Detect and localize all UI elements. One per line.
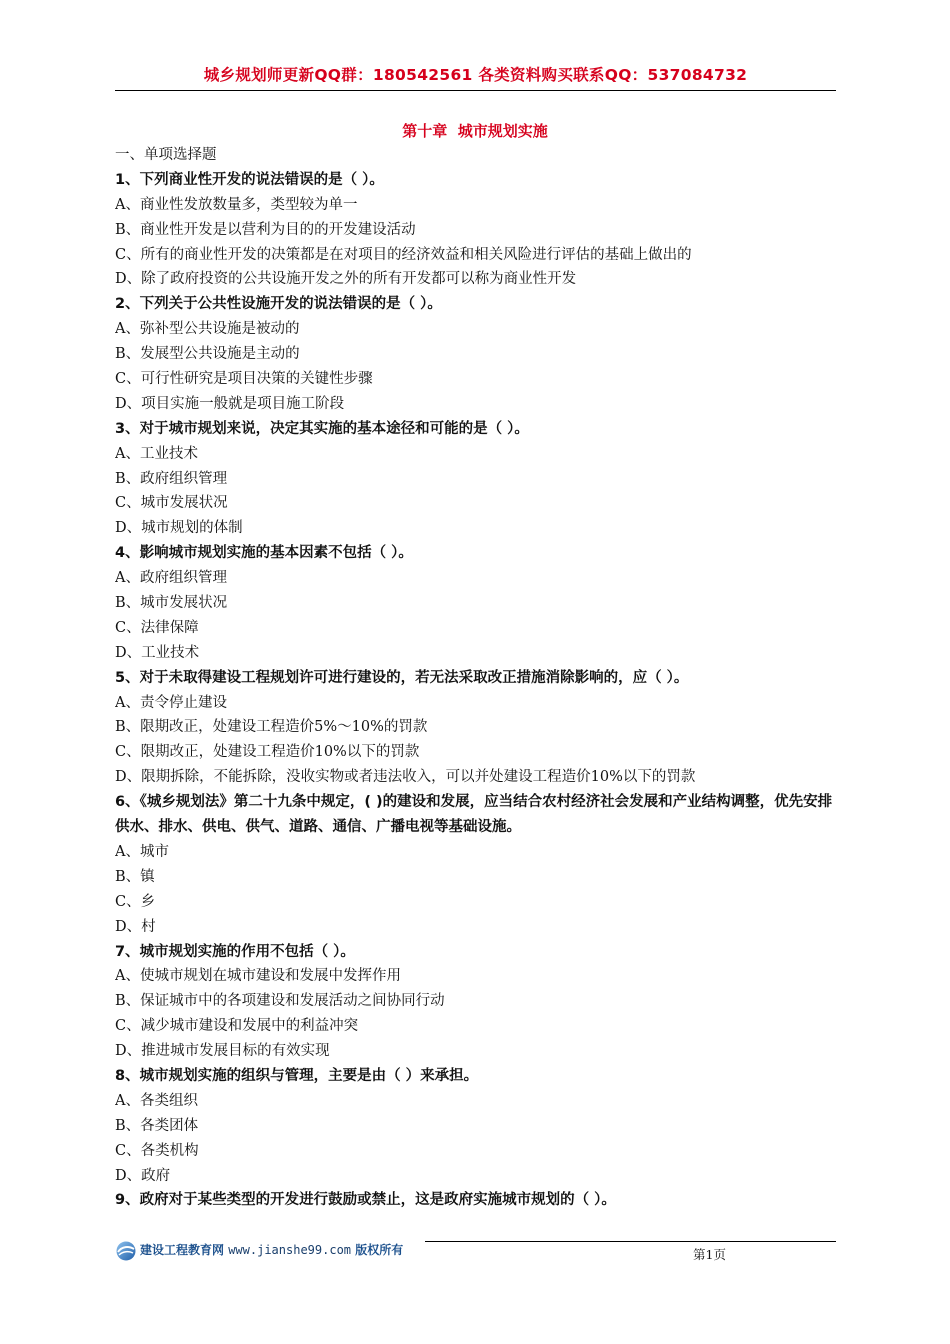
footer-rights: 版权所有 xyxy=(355,1243,404,1257)
option-b: B、商业性开发是以营利为目的的开发建设活动 xyxy=(115,221,416,238)
option-a: A、工业技术 xyxy=(115,445,198,462)
option-c: C、乡 xyxy=(115,893,156,910)
option-a: A、责令停止建设 xyxy=(115,694,227,711)
option-a: A、城市 xyxy=(115,843,169,860)
question-stem: 6、《城乡规划法》第二十九条中规定，( )的建设和发展，应当结合农村经济社会发展和产业结构调整，优先安排供水、排水、供电、供气、道路、通信、广播电视等基础设施。 xyxy=(115,794,833,836)
footer-url-link[interactable]: www.jianshe99.com xyxy=(228,1243,352,1257)
footer-site-info xyxy=(140,1241,403,1258)
question-stem: 2、下列关于公共性设施开发的说法错误的是（ ）。 xyxy=(115,296,442,313)
question-stem: 5、对于未取得建设工程规划许可进行建设的，若无法采取改正措施消除影响的，应（ ）。 xyxy=(115,669,689,686)
option-c: C、城市发展状况 xyxy=(115,495,228,512)
option-c: C、各类机构 xyxy=(115,1142,199,1159)
option-b: B、各类团体 xyxy=(115,1117,199,1134)
page-footer xyxy=(115,1236,836,1266)
option-a: A、商业性发放数量多，类型较为单一 xyxy=(115,196,358,213)
option-d: D、项目实施一般就是项目施工阶段 xyxy=(115,395,345,412)
question-stem: 3、对于城市规划来说，决定其实施的基本途径和可能的是（ ）。 xyxy=(115,420,529,437)
section-title: 一、单项选择题 xyxy=(115,147,217,163)
option-c: C、可行性研究是项目决策的关键性步骤 xyxy=(115,371,373,388)
option-d: D、城市规划的体制 xyxy=(115,520,243,537)
option-b: B、镇 xyxy=(115,868,155,885)
option-a: A、政府组织管理 xyxy=(115,570,227,587)
header-contact-text: 城乡规划师更新QQ群：180542561 各类资料购买联系QQ：537084732 xyxy=(203,66,748,84)
option-b: B、城市发展状况 xyxy=(115,595,228,612)
footer-rule xyxy=(425,1241,836,1242)
option-a: A、使城市规划在城市建设和发展中发挥作用 xyxy=(115,968,401,985)
question-stem: 8、城市规划实施的组织与管理，主要是由（ ）来承担。 xyxy=(115,1067,479,1084)
option-b: B、保证城市中的各项建设和发展活动之间协同行动 xyxy=(115,993,445,1010)
question-stem: 1、下列商业性开发的说法错误的是（ ）。 xyxy=(115,171,384,188)
option-c: C、所有的商业性开发的决策都是在对项目的经济效益和相关风险进行评估的基础上做出的 xyxy=(115,246,692,263)
option-d: D、政府 xyxy=(115,1167,171,1184)
option-d: D、村 xyxy=(115,918,156,935)
chapter-title: 第十章 城市规划实施 xyxy=(402,122,548,140)
site-logo-icon xyxy=(115,1240,137,1262)
option-b: B、限期改正，处建设工程造价5%～10%的罚款 xyxy=(115,719,428,736)
option-c: C、限期改正，处建设工程造价10%以下的罚款 xyxy=(115,744,420,761)
option-b: B、发展型公共设施是主动的 xyxy=(115,346,300,363)
question-list xyxy=(115,143,839,1213)
option-c: C、减少城市建设和发展中的利益冲突 xyxy=(115,1018,359,1035)
option-a: A、各类组织 xyxy=(115,1092,198,1109)
page-header xyxy=(115,60,836,91)
option-b: B、政府组织管理 xyxy=(115,470,228,487)
option-d: D、除了政府投资的公共设施开发之外的所有开发都可以称为商业性开发 xyxy=(115,271,577,288)
option-d: D、推进城市发展目标的有效实现 xyxy=(115,1043,330,1060)
option-d: D、工业技术 xyxy=(115,644,200,661)
page-number: 第1页 xyxy=(693,1247,726,1262)
option-c: C、法律保障 xyxy=(115,619,199,636)
question-stem: 4、影响城市规划实施的基本因素不包括（ ）。 xyxy=(115,545,413,562)
option-d: D、限期拆除，不能拆除，没收实物或者违法收入，可以并处建设工程造价10%以下的罚款 xyxy=(115,769,696,786)
option-a: A、弥补型公共设施是被动的 xyxy=(115,321,300,338)
question-stem: 9、政府对于某些类型的开发进行鼓励或禁止，这是政府实施城市规划的（ ）。 xyxy=(115,1192,616,1209)
question-stem: 7、城市规划实施的作用不包括（ ）。 xyxy=(115,943,355,960)
footer-site-name: 建设工程教育网 xyxy=(140,1243,225,1257)
